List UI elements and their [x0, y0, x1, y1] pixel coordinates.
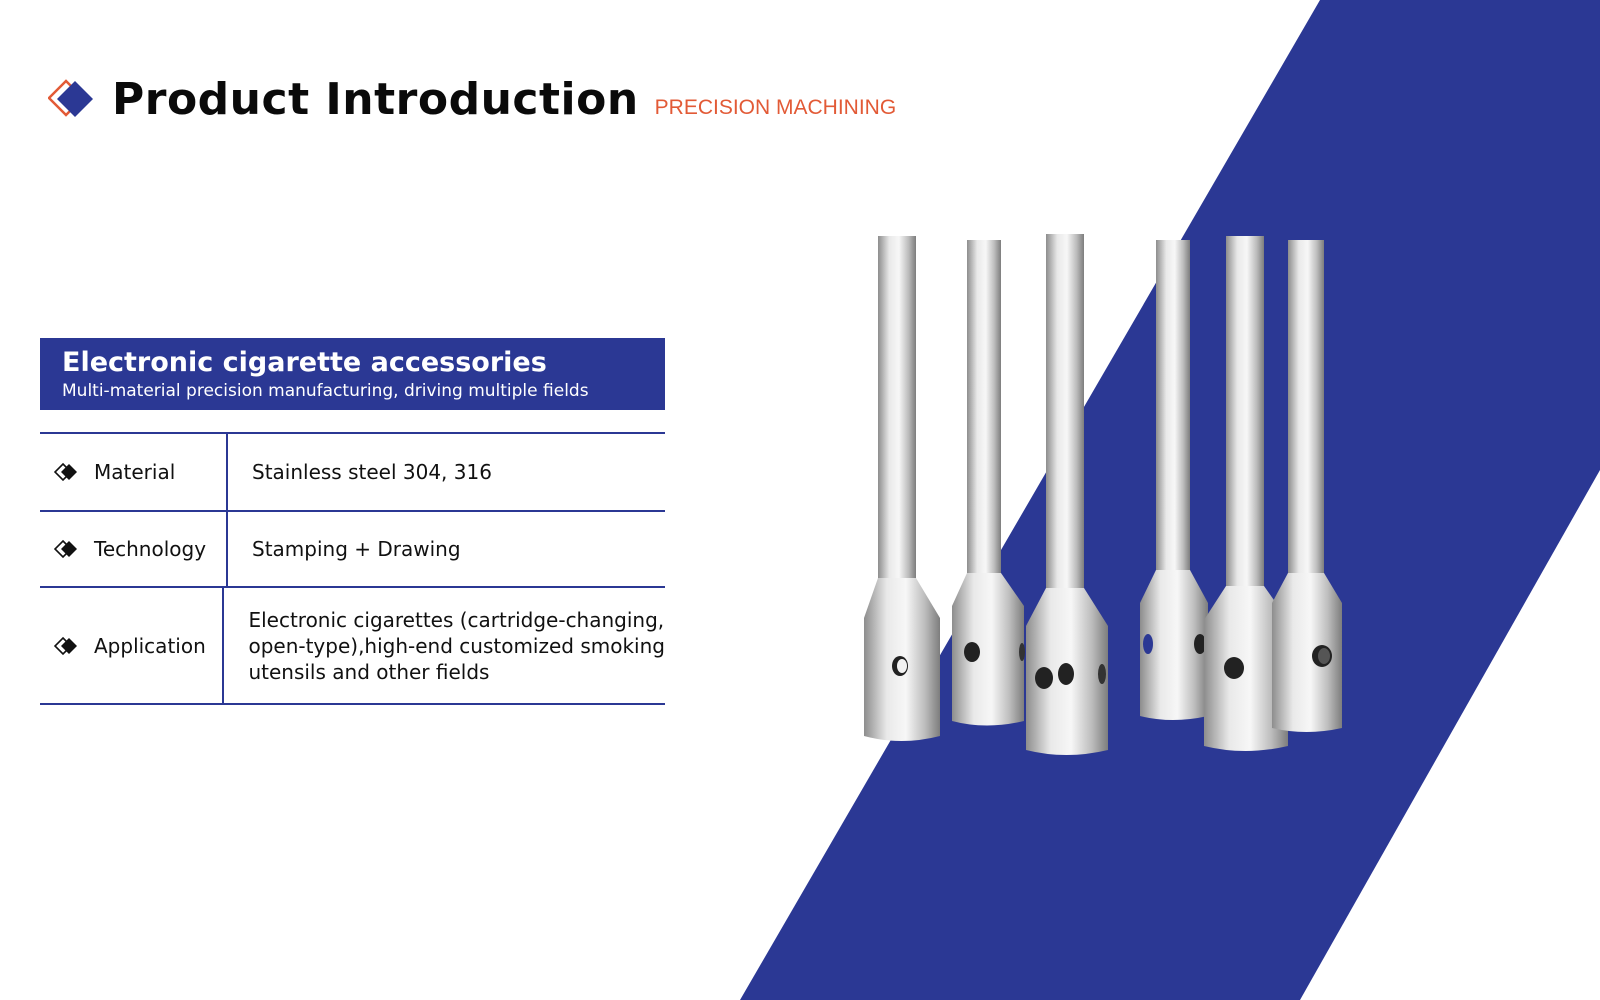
- page-header: [48, 74, 896, 125]
- product-info-panel: [40, 338, 665, 705]
- panel-header: [40, 338, 665, 410]
- spec-value-line: Electronic cigarettes (cartridge-changing,: [248, 607, 665, 632]
- page-subtitle: PRECISION MACHINING: [654, 96, 897, 119]
- spec-key-cell: [40, 588, 224, 703]
- spec-key-label: Technology: [94, 537, 207, 561]
- steel-tube: [952, 240, 1025, 726]
- spec-value-line: Stamping + Drawing: [252, 537, 461, 561]
- spec-value-line: open-type),high-end customized smoking: [248, 633, 665, 658]
- spec-key-cell: [40, 434, 228, 510]
- spec-value: [224, 588, 665, 703]
- spec-key-label: Application: [94, 633, 206, 658]
- diamond-logo-icon: [48, 75, 98, 125]
- spec-row-technology: [40, 512, 665, 588]
- steel-tube: [1140, 240, 1208, 720]
- panel-title: Electronic cigarette accessories: [62, 347, 547, 378]
- spec-table: [40, 432, 665, 705]
- bullet-diamond-icon: [54, 462, 80, 482]
- product-image: [860, 228, 1380, 788]
- spec-value-line: Stainless steel 304, 316: [252, 460, 492, 484]
- spec-value: [228, 434, 665, 510]
- steel-tube: [864, 236, 940, 741]
- spec-key-label: Material: [94, 460, 176, 484]
- spec-value: [228, 512, 665, 586]
- bullet-diamond-icon: [54, 539, 80, 559]
- spec-row-application: [40, 588, 665, 705]
- page-title: Product Introduction: [112, 74, 639, 125]
- spec-value-line: utensils and other fields: [248, 659, 490, 684]
- bullet-diamond-icon: [54, 636, 80, 656]
- panel-subtitle: Multi-material precision manufacturing, driving multiple fields: [62, 381, 589, 401]
- spec-key-cell: [40, 512, 228, 586]
- steel-tube: [1272, 240, 1342, 732]
- spec-row-material: [40, 434, 665, 512]
- steel-tube: [1026, 234, 1108, 755]
